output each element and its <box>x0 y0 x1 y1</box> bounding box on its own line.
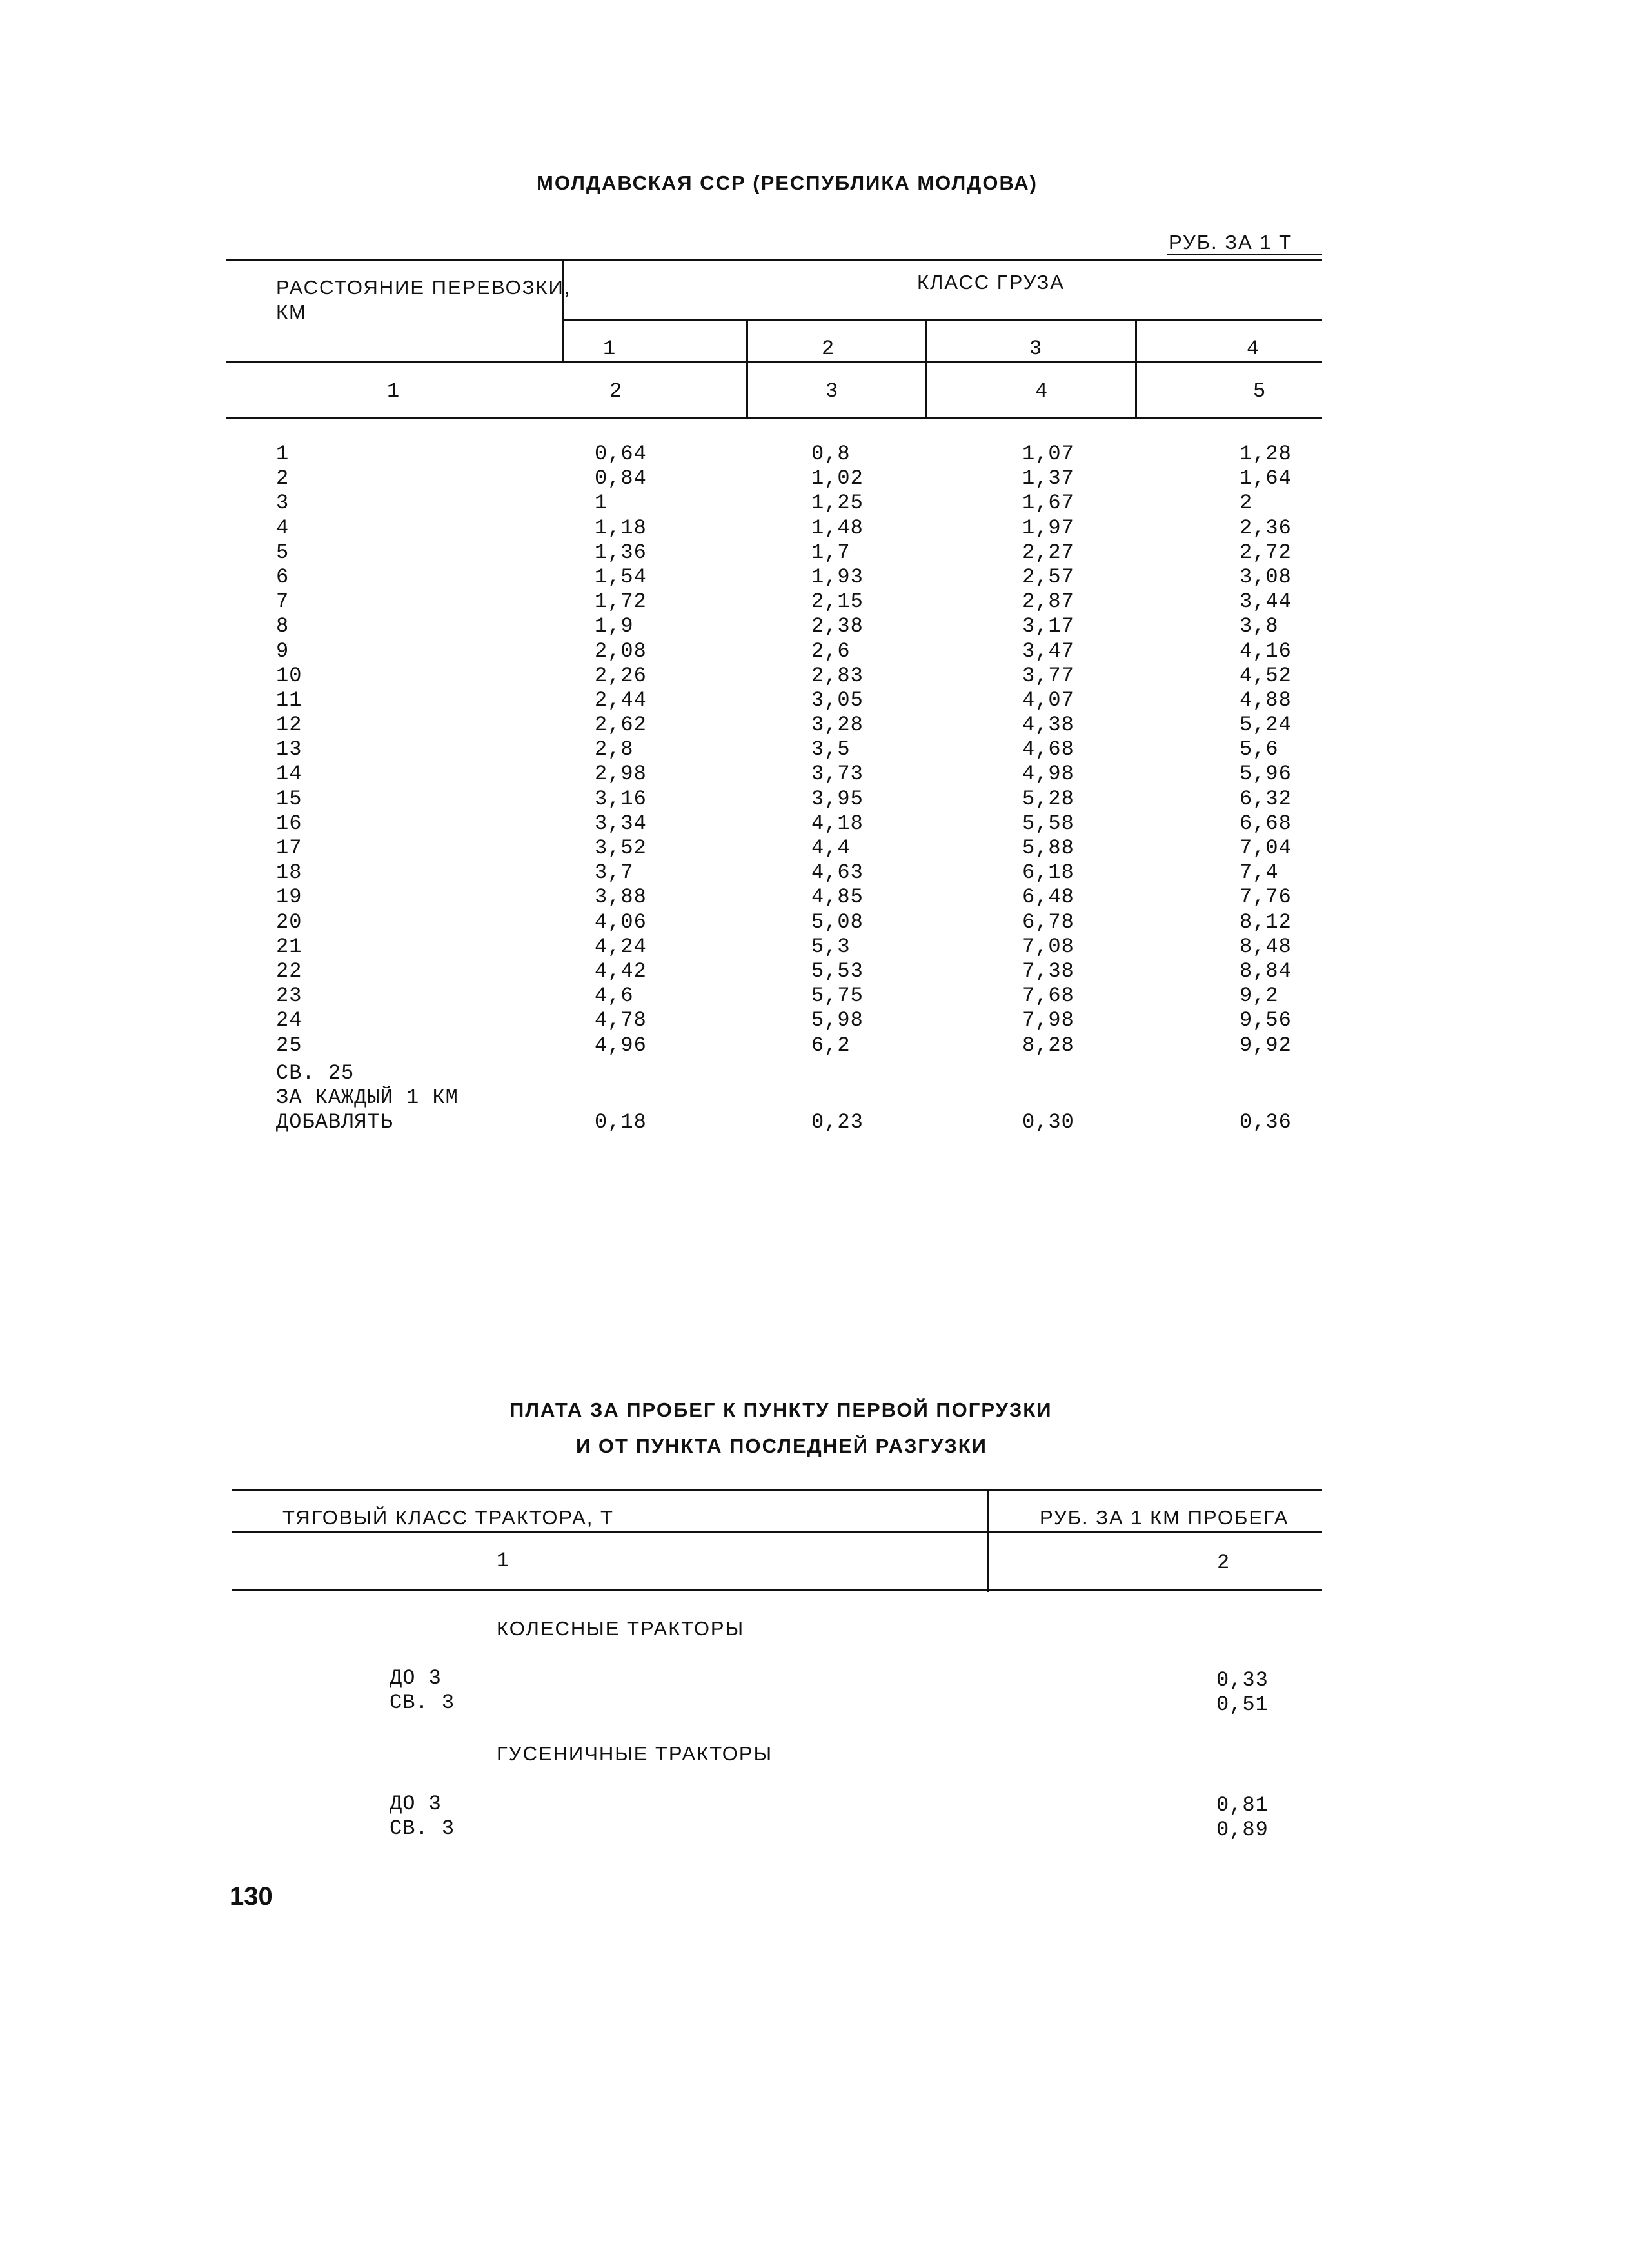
rate-cell: 4,85 <box>811 885 864 910</box>
rate-cell: 4,4 <box>811 836 851 860</box>
rate-cell: 8,84 <box>1240 959 1292 983</box>
tractor-row-label: ДО 3 <box>390 1666 442 1690</box>
header-rule <box>226 361 1322 363</box>
distance-cell: 4 <box>276 515 290 540</box>
rate-cell: 4,63 <box>811 860 864 885</box>
rate-cell: 5,08 <box>811 910 864 934</box>
table-row <box>0 664 1651 688</box>
column-number: 1 <box>387 379 400 403</box>
table-divider <box>746 320 748 417</box>
rate-cell: 3,44 <box>1240 590 1292 614</box>
distance-cell: 6 <box>276 564 290 589</box>
rate-cell: 5,58 <box>1022 811 1074 835</box>
rate-cell: 5,98 <box>811 1008 864 1033</box>
distance-cell: 17 <box>276 836 302 860</box>
table-body <box>0 442 1651 1058</box>
rate-cell: 7,76 <box>1240 885 1292 910</box>
tractor-row-value: 0,33 <box>1216 1668 1269 1692</box>
distance-cell: 24 <box>276 1008 302 1033</box>
distance-cell: 2 <box>276 466 290 491</box>
rate-cell: 4,6 <box>595 984 634 1008</box>
distance-cell: 5 <box>276 540 290 564</box>
distance-cell: 25 <box>276 1033 302 1057</box>
rate-cell: 7,68 <box>1022 984 1074 1008</box>
rate-cell: 2,62 <box>595 713 647 737</box>
rate-cell: 3,17 <box>1022 614 1074 639</box>
extra-label: ЗА КАЖДЫЙ 1 КМ <box>276 1086 459 1109</box>
distance-cell: 10 <box>276 663 302 688</box>
rate-cell: 6,48 <box>1022 885 1074 910</box>
rate-cell: 2,08 <box>595 639 647 663</box>
rate-cell: 4,96 <box>595 1033 647 1057</box>
table-row <box>0 910 1651 935</box>
rate-cell: 1,9 <box>595 614 634 639</box>
rate-cell: 2,27 <box>1022 540 1074 564</box>
rate-cell: 4,24 <box>595 934 647 959</box>
rate-cell: 3,5 <box>811 737 851 762</box>
distance-cell: 19 <box>276 885 302 910</box>
extra-label: СВ. 25 <box>276 1061 355 1085</box>
distance-cell: 15 <box>276 786 302 811</box>
rate-cell: 1,36 <box>595 540 647 564</box>
rate-cell: 7,08 <box>1022 934 1074 959</box>
rate-cell: 1,93 <box>811 564 864 589</box>
rate-cell: 1,18 <box>595 515 647 540</box>
table-row <box>0 713 1651 737</box>
rate-cell: 2,8 <box>595 737 634 762</box>
table-row <box>0 466 1651 491</box>
rate-cell: 1,25 <box>811 491 864 515</box>
tractor-row-value: 0,51 <box>1216 1693 1269 1716</box>
rate-cell: 5,53 <box>811 959 864 983</box>
rate-cell: 2,26 <box>595 663 647 688</box>
tractor-row-value: 0,81 <box>1216 1793 1269 1817</box>
table-row <box>0 959 1651 984</box>
rate-cell: 7,98 <box>1022 1008 1074 1033</box>
tractor-class-header: ТЯГОВЫЙ КЛАСС ТРАКТОРА, Т <box>282 1506 614 1529</box>
extra-value: 0,23 <box>811 1110 864 1134</box>
unit-underline <box>1167 254 1322 255</box>
rate-cell: 3,08 <box>1240 564 1292 589</box>
rate-header: РУБ. ЗА 1 КМ ПРОБЕГА <box>1040 1506 1289 1529</box>
column-number: 2 <box>609 379 623 403</box>
rate-cell: 3,52 <box>595 836 647 860</box>
section-title: ПЛАТА ЗА ПРОБЕГ К ПУНКТУ ПЕРВОЙ ПОГРУЗКИ <box>509 1398 1053 1421</box>
rate-cell: 1,64 <box>1240 466 1292 491</box>
rate-cell: 9,2 <box>1240 984 1279 1008</box>
rate-cell: 3,47 <box>1022 639 1074 663</box>
rate-cell: 4,68 <box>1022 737 1074 762</box>
group-title: ГУСЕНИЧНЫЕ ТРАКТОРЫ <box>497 1742 773 1765</box>
rate-cell: 1 <box>595 491 608 515</box>
distance-cell: 23 <box>276 984 302 1008</box>
rate-cell: 4,16 <box>1240 639 1292 663</box>
distance-cell: 7 <box>276 590 290 614</box>
rate-cell: 4,88 <box>1240 688 1292 712</box>
rate-cell: 8,48 <box>1240 934 1292 959</box>
rate-cell: 7,38 <box>1022 959 1074 983</box>
rate-cell: 2,6 <box>811 639 851 663</box>
table-row <box>0 590 1651 614</box>
class-number: 2 <box>822 337 835 361</box>
rate-cell: 9,56 <box>1240 1008 1292 1033</box>
rate-cell: 2 <box>1240 491 1253 515</box>
rate-cell: 1,72 <box>595 590 647 614</box>
distance-cell: 22 <box>276 959 302 983</box>
rate-cell: 3,8 <box>1240 614 1279 639</box>
rate-cell: 4,52 <box>1240 663 1292 688</box>
table-row <box>0 688 1651 713</box>
numbering-rule <box>232 1589 1322 1591</box>
extra-value: 0,30 <box>1022 1110 1074 1134</box>
table-row <box>0 811 1651 836</box>
rate-cell: 3,95 <box>811 786 864 811</box>
distance-cell: 8 <box>276 614 290 639</box>
rate-cell: 6,78 <box>1022 910 1074 934</box>
rate-cell: 2,87 <box>1022 590 1074 614</box>
table-top-rule <box>232 1489 1322 1491</box>
table-row <box>0 787 1651 811</box>
rate-cell: 6,32 <box>1240 786 1292 811</box>
rate-cell: 2,72 <box>1240 540 1292 564</box>
column-number: 5 <box>1253 379 1267 403</box>
rate-cell: 5,88 <box>1022 836 1074 860</box>
table-row <box>0 1008 1651 1033</box>
distance-cell: 11 <box>276 688 302 712</box>
class-number: 1 <box>603 337 617 361</box>
rate-cell: 1,37 <box>1022 466 1074 491</box>
rate-cell: 4,98 <box>1022 762 1074 786</box>
distance-header-unit: КМ <box>276 301 307 323</box>
table-row <box>0 836 1651 860</box>
tractor-row-label: СВ. 3 <box>390 1691 455 1715</box>
rate-cell: 2,38 <box>811 614 864 639</box>
table-row <box>0 442 1651 466</box>
tractor-row-value: 0,89 <box>1216 1818 1269 1842</box>
table-row <box>0 935 1651 959</box>
rate-cell: 2,15 <box>811 590 864 614</box>
rate-cell: 1,54 <box>595 564 647 589</box>
rate-cell: 2,98 <box>595 762 647 786</box>
rate-cell: 5,6 <box>1240 737 1279 762</box>
tractor-row-label: СВ. 3 <box>390 1816 455 1840</box>
rate-cell: 3,05 <box>811 688 864 712</box>
table-row <box>0 860 1651 885</box>
class-number: 3 <box>1029 337 1043 361</box>
group-title: КОЛЕСНЫЕ ТРАКТОРЫ <box>497 1617 745 1640</box>
rate-cell: 4,38 <box>1022 713 1074 737</box>
table-divider <box>1135 320 1137 417</box>
rate-cell: 1,28 <box>1240 442 1292 466</box>
rate-cell: 5,24 <box>1240 713 1292 737</box>
page-title: МОЛДАВСКАЯ ССР (РЕСПУБЛИКА МОЛДОВА) <box>537 172 1038 194</box>
rate-cell: 3,88 <box>595 885 647 910</box>
rate-cell: 8,28 <box>1022 1033 1074 1057</box>
rate-cell: 1,07 <box>1022 442 1074 466</box>
rate-cell: 4,06 <box>595 910 647 934</box>
rate-cell: 9,92 <box>1240 1033 1292 1057</box>
rate-cell: 6,68 <box>1240 811 1292 835</box>
table-row <box>0 1033 1651 1058</box>
table-row <box>0 541 1651 565</box>
rate-cell: 0,64 <box>595 442 647 466</box>
extra-value: 0,18 <box>595 1110 647 1134</box>
rate-cell: 2,36 <box>1240 515 1292 540</box>
table-row <box>0 491 1651 515</box>
extra-label: ДОБАВЛЯТЬ <box>276 1110 393 1134</box>
distance-cell: 20 <box>276 910 302 934</box>
rate-cell: 3,16 <box>595 786 647 811</box>
table-row <box>0 516 1651 541</box>
page-number: 130 <box>230 1882 273 1911</box>
table-top-rule <box>226 259 1322 261</box>
rate-cell: 1,7 <box>811 540 851 564</box>
rate-cell: 4,07 <box>1022 688 1074 712</box>
class-header: КЛАСС ГРУЗА <box>917 271 1065 293</box>
table-row <box>0 984 1651 1008</box>
rate-cell: 1,97 <box>1022 515 1074 540</box>
rate-cell: 0,84 <box>595 466 647 491</box>
rate-cell: 1,02 <box>811 466 864 491</box>
column-number: 1 <box>497 1549 510 1573</box>
class-header-rule <box>563 319 1322 321</box>
table-divider <box>925 320 927 417</box>
header-rule <box>232 1531 1322 1533</box>
rate-cell: 8,12 <box>1240 910 1292 934</box>
rate-cell: 5,3 <box>811 934 851 959</box>
table-row <box>0 885 1651 910</box>
rate-cell: 3,7 <box>595 860 634 885</box>
unit-label: РУБ. ЗА 1 Т <box>1169 231 1293 254</box>
distance-cell: 16 <box>276 811 302 835</box>
distance-cell: 13 <box>276 737 302 762</box>
rate-cell: 2,83 <box>811 663 864 688</box>
column-number: 3 <box>826 379 839 403</box>
section-title: И ОТ ПУНКТА ПОСЛЕДНЕЙ РАЗГУЗКИ <box>576 1435 987 1457</box>
rate-cell: 3,28 <box>811 713 864 737</box>
rate-cell: 5,75 <box>811 984 864 1008</box>
rate-cell: 4,42 <box>595 959 647 983</box>
rate-cell: 1,67 <box>1022 491 1074 515</box>
column-number: 2 <box>1217 1551 1231 1575</box>
table-row <box>0 565 1651 590</box>
column-number: 4 <box>1035 379 1049 403</box>
table-row <box>0 737 1651 762</box>
distance-header: РАССТОЯНИЕ ПЕРЕВОЗКИ, <box>276 276 571 299</box>
distance-cell: 9 <box>276 639 290 663</box>
table-row <box>0 762 1651 786</box>
table-divider <box>987 1490 989 1592</box>
distance-cell: 14 <box>276 762 302 786</box>
tractor-row-label: ДО 3 <box>390 1792 442 1816</box>
rate-cell: 7,4 <box>1240 860 1279 885</box>
distance-cell: 12 <box>276 713 302 737</box>
rate-cell: 1,48 <box>811 515 864 540</box>
rate-cell: 4,78 <box>595 1008 647 1033</box>
distance-cell: 1 <box>276 442 290 466</box>
rate-cell: 6,18 <box>1022 860 1074 885</box>
distance-cell: 21 <box>276 934 302 959</box>
rate-cell: 3,73 <box>811 762 864 786</box>
distance-cell: 3 <box>276 491 290 515</box>
rate-cell: 3,77 <box>1022 663 1074 688</box>
rate-cell: 5,28 <box>1022 786 1074 811</box>
rate-cell: 4,18 <box>811 811 864 835</box>
rate-cell: 6,2 <box>811 1033 851 1057</box>
distance-cell: 18 <box>276 860 302 885</box>
rate-cell: 2,57 <box>1022 564 1074 589</box>
rate-cell: 5,96 <box>1240 762 1292 786</box>
numbering-rule <box>226 417 1322 419</box>
table-row <box>0 639 1651 664</box>
table-row <box>0 614 1651 639</box>
rate-cell: 3,34 <box>595 811 647 835</box>
rate-cell: 2,44 <box>595 688 647 712</box>
extra-value: 0,36 <box>1240 1110 1292 1134</box>
rate-cell: 7,04 <box>1240 836 1292 860</box>
rate-cell: 0,8 <box>811 442 851 466</box>
class-number: 4 <box>1247 337 1260 361</box>
